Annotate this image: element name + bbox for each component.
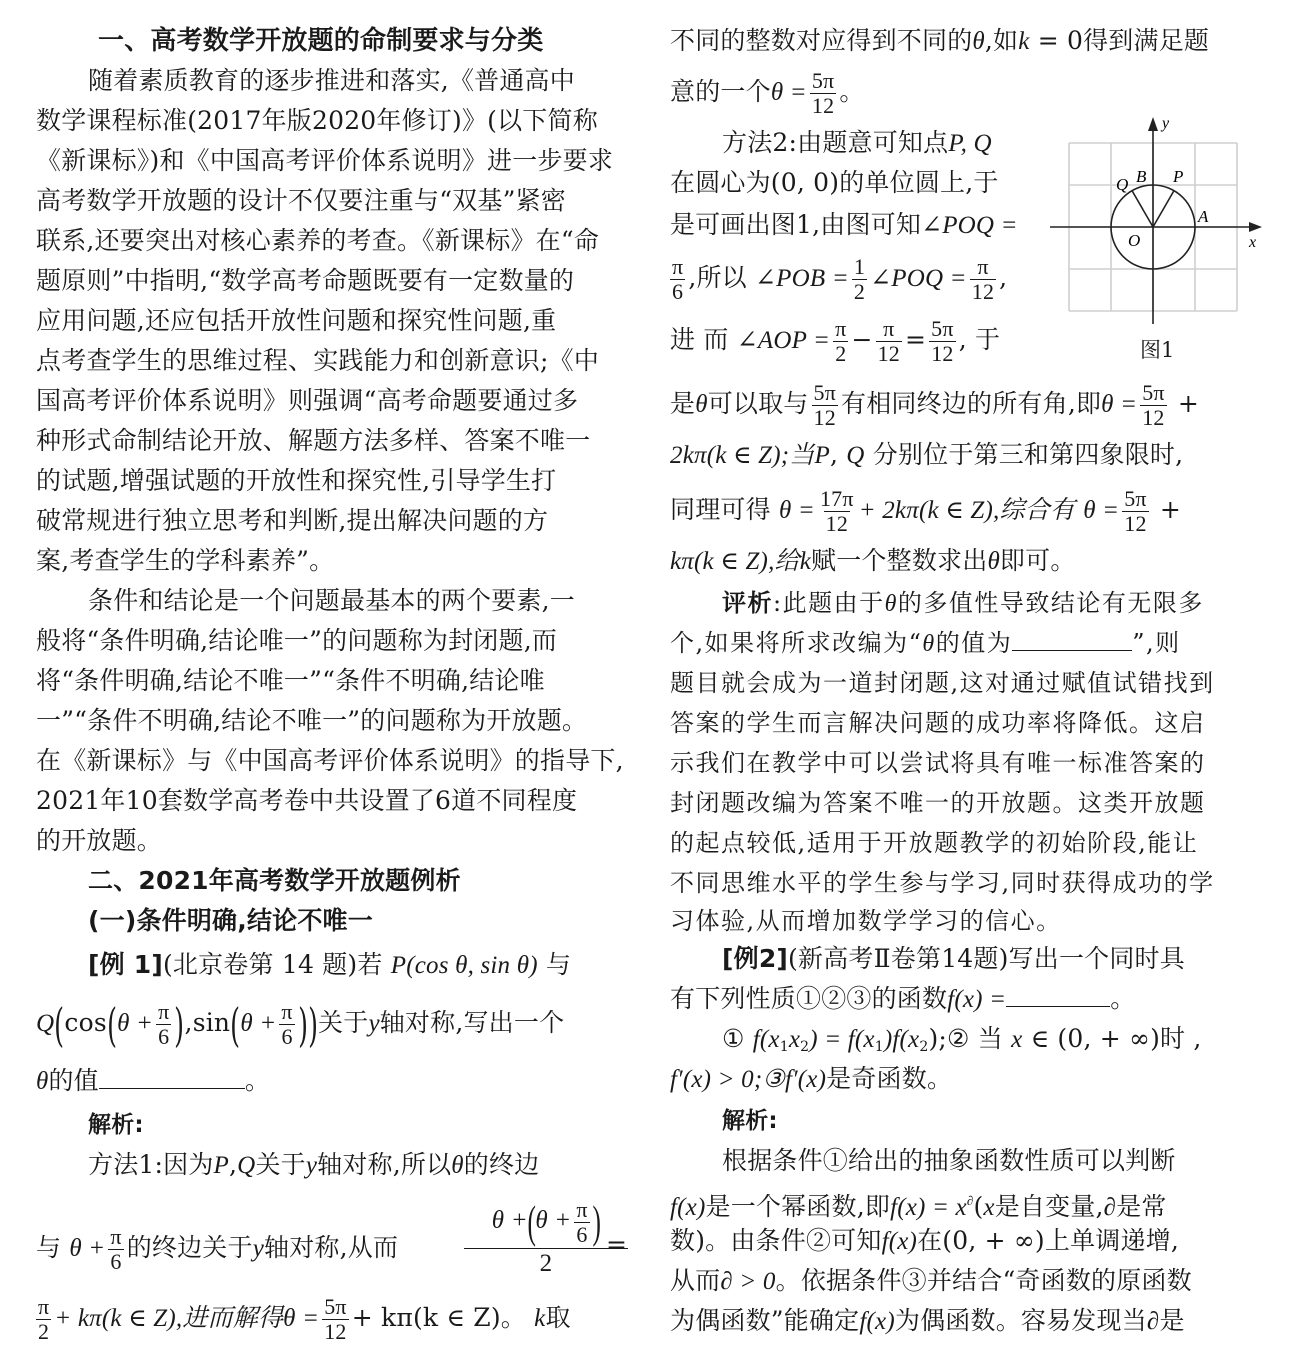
example1-label: [例 1] [88,950,163,979]
var: θ [695,391,708,418]
label-y: y [1162,115,1170,132]
para2-line: 条件和结论是一个问题最基本的两个要素,一 [88,586,575,615]
text: 有相同终边的所有角,即 [841,389,1102,418]
para1-line: 种形式命制结论开放、解题方法多样、答案不唯一 [36,426,591,455]
num: π [38,1294,50,1319]
text: 关于 [318,1008,369,1037]
var: ∠POQ = [870,265,967,292]
var: P, Q [948,130,992,157]
method2-line3 [670,210,1018,241]
den: 12 [971,279,995,304]
label-origin: O [1128,231,1141,250]
den: 6 [576,1221,588,1247]
text: ,所以 [688,263,747,292]
y-axis-arrow-icon [1148,117,1158,131]
var: Q [846,442,865,469]
text: 是 [1159,1306,1185,1335]
fraction-5pi-12 [322,1295,349,1344]
big-fraction [464,1194,628,1279]
example2-line4 [670,1064,952,1095]
den: 12 [1124,511,1147,536]
para2-line: 的开放题。 [36,826,163,855]
subscript: 2 [800,1039,810,1055]
example2-line1 [722,944,1185,974]
method1-line2-left [36,1225,398,1274]
text: 轴对称,从而 [264,1233,399,1262]
text: 与 [545,950,572,979]
theta-plus: θ + [117,1010,154,1037]
var: f(x) [859,1308,895,1335]
method2-line5 [670,312,1000,368]
text: 取 [545,1303,571,1332]
var: k [534,1305,546,1332]
num: 1 [853,254,866,279]
text: , 于 [958,325,1001,354]
text: + kπ(k ∈ Z),进而解得 [54,1305,284,1332]
num: π [835,316,847,341]
text: − [851,325,873,354]
den: 2 [835,341,847,366]
fraction-pi-2 [36,1295,51,1344]
var: y [252,1235,264,1262]
comment-line: 不同思维水平的学生参与学习,同时获得成功的学 [670,869,1215,897]
var: ∂ [1103,1194,1117,1221]
den: 6 [158,1024,170,1049]
fraction-pi-6 [156,1000,171,1049]
num: π [110,1224,122,1249]
text: 是奇函数。 [826,1064,953,1093]
var: ∠AOP = [736,327,831,354]
var: θ [922,631,936,657]
text: 为偶函数。容易发现当 [894,1306,1147,1335]
fraction-pi-6 [108,1225,123,1274]
comment-line: 示我们在教学中可以尝试将具有唯一标准答案的 [670,749,1206,777]
text: 进 而 [670,325,729,354]
text: 数)。由条件②可知 [670,1226,882,1255]
text: , [229,1150,238,1179]
text: 不同的整数对应得到不同的 [670,26,973,55]
fraction-pi-2 [833,317,848,366]
analysis2-line5 [670,1306,1185,1337]
var: k [1018,28,1030,55]
figure-caption: 图1 [1140,338,1175,362]
text: 与 [36,1233,62,1262]
para2-line: 在《新课标》与《中国高考评价体系说明》的指导下, [36,746,624,775]
text: 从而 [670,1266,721,1295]
analysis2-line4 [670,1266,1192,1297]
text: ① [722,1024,753,1053]
text: 。 [1110,984,1136,1013]
var: θ [451,1152,464,1179]
text: 在(0, + ∞)上单调递增, [917,1226,1180,1255]
paren: ( [527,1196,536,1248]
fraction-pi-6 [279,1000,294,1049]
text: 赋一个整数求出 [811,546,988,575]
fraction-1-2 [852,255,867,304]
num: 17π [819,486,854,511]
equals: = [606,1230,628,1259]
fraction-pi-6 [670,255,685,304]
analysis-label: 解析: [722,1108,778,1134]
para1-line: 题原则”中指明,“数学高考命题既要有一定数量的 [36,266,575,295]
big-fraction-den: 2 [464,1248,628,1279]
method2-line4 [670,250,1007,306]
para2-line: 一”“条件不明确,结论不唯一”的问题称为开放题。 [36,706,588,735]
text: 轴对称,所以 [317,1150,452,1179]
num: 5π [813,380,837,405]
den: 6 [672,279,684,304]
text: 。 [839,77,865,106]
method1-line3 [36,1290,571,1346]
var: θ + [491,1207,528,1234]
var: f′(x) > 0;③ [670,1066,785,1093]
answer-blank [1012,628,1132,651]
var: f(x) = x [890,1194,967,1221]
fraction-5pi-12 [929,317,956,366]
num: π [977,254,989,279]
method2-line8 [670,482,1181,538]
text: ,如 [984,26,1019,55]
num: π [883,316,895,341]
big-fraction-num [464,1194,628,1248]
superscript: ∂ [966,1193,974,1208]
theta-plus: θ + [240,1010,277,1037]
para1-line: 数学课程标准(2017年版2020年修订)》(以下简称 [36,106,598,135]
var: x [1011,1026,1023,1053]
comment-line: 答案的学生而言解决问题的成功率将降低。这启 [670,709,1206,737]
method2-line9 [670,546,1076,577]
text: 。 [244,1066,271,1095]
var: θ = [1083,497,1120,524]
text: (新高考Ⅱ卷第14题)写出一个同时具 [788,944,1185,973]
var: θ = [770,79,807,106]
text: 个,如果将所求改编为“ [670,629,923,657]
var: x [788,1026,801,1053]
text: 是可画出图1,由图可知 [670,210,922,239]
para1-line: 随着素质教育的逐步推进和落实,《普通高中 [88,66,575,95]
var: ∂ > 0 [720,1268,776,1295]
comment-line: 封闭题改编为答案不唯一的开放题。这类开放题 [670,789,1206,817]
comment-line: 的起点较低,适用于开放题教学的初始阶段,能让 [670,829,1199,857]
text: 是常 [1116,1192,1167,1221]
subscript: 1 [874,1039,884,1055]
text: 轴对称,写出一个 [379,1008,565,1037]
cos-text: cos [64,1008,107,1037]
paren: ) [592,1196,601,1248]
label-p: P [1173,167,1184,186]
text: 2kπ(k ∈ Z);当 [670,442,815,469]
num: 5π [1142,380,1165,405]
var-y: y [368,1010,380,1037]
paren: ( [106,997,117,1052]
var: θ + [535,1207,572,1234]
text: 同理可得 [670,495,771,524]
fraction-pi-12 [970,255,996,304]
sin-text: sin [192,1008,231,1037]
text: + [1177,389,1200,418]
point-q: Q [36,1010,55,1037]
text: 方法2:由题意可知点 [722,128,949,157]
text: , [999,263,1008,292]
example1-line2: Q(cos(θ + $\frac{\pi}{6}$ ),sin(θ + $\frac{\pi}{6}$ ))关于y轴对称,写出一个 [36,997,565,1052]
comment-label: 评析 [722,589,773,617]
text: 分别位于第三和第四象限时, [872,440,1184,469]
var: f(x) = [947,986,1007,1013]
section2-heading: 二、2021年高考数学开放题例析 [88,866,461,895]
den: 6 [110,1249,122,1274]
para1-line: 国高考评价体系说明》则强调“高考命题要通过多 [36,386,579,415]
right-line2 [670,64,865,120]
den: 12 [825,511,849,536]
para1-line: 应用问题,还应包括开放性问题和探究性问题,重 [36,306,557,335]
subscript: 2 [919,1039,929,1055]
var: θ [987,548,1000,575]
text: 意的一个 [670,77,771,106]
paren: ( [230,997,241,1052]
text: );② 当 [928,1024,1012,1053]
var-theta: θ [36,1068,49,1095]
analysis-label: 解析: [88,1112,144,1138]
example2-line2 [670,984,1135,1015]
method2-line6 [670,376,1199,432]
num: 5π [324,1294,347,1319]
var: ∠POQ = [921,212,1018,239]
fraction-pi-12 [876,317,902,366]
var: ) = f(x [809,1026,875,1053]
var: k [799,548,812,575]
method2-line2: 在圆心为(0, 0)的单位圆上,于 [670,168,999,197]
fraction-5pi-12 [812,381,839,430]
den: 12 [931,341,954,366]
text: 可以取与 [707,389,809,418]
para1-line: 点考查学生的思维过程、实践能力和创新意识;《中 [36,346,600,375]
label-x: x [1249,234,1257,251]
example1-line3 [36,1066,270,1097]
num: π [281,999,293,1024]
paren: ) [307,997,318,1052]
var: P [213,1152,230,1179]
text: 即可。 [999,546,1076,575]
var: θ = [283,1305,320,1332]
label-a: A [1198,207,1209,226]
text: 方法1:因为 [88,1150,214,1179]
comment-line: 习体验,从而增加数学学习的信心。 [670,907,1062,935]
label-b: B [1136,167,1147,186]
den: 12 [811,93,835,118]
para2-line: 般将“条件明确,结论唯一”的问题称为封闭题,而 [36,626,558,655]
text: 为偶函数”能确定 [670,1306,860,1335]
den: 6 [281,1024,293,1049]
comment-line: 题目就会成为一道封闭题,这对通过赋值试错找到 [670,669,1215,697]
right-line1 [670,26,1209,57]
fraction-17pi-12 [818,487,856,536]
para1-line: 《新课标》)和《中国高考评价体系说明》进一步要求 [36,146,614,175]
fraction-5pi-12 [1122,487,1149,536]
subscript: 1 [779,1039,789,1055]
var: Q [237,1152,256,1179]
text: 是 [670,389,696,418]
example1-line1 [88,950,571,981]
text: + [1159,495,1182,524]
text: 的终边 [463,1150,540,1179]
var: x [983,1194,995,1221]
analysis2-line3 [670,1226,1179,1257]
answer-blank [99,1066,245,1089]
label-q: Q [1116,175,1129,194]
den: 12 [813,405,836,430]
example2-label: [例2] [722,944,789,973]
text: 的值为 [935,629,1013,657]
num: 5π [931,316,954,341]
text: ( [973,1192,984,1221]
den: 12 [877,341,901,366]
para1-line: 案,考查学生的学科素养”。 [36,546,335,575]
var: )f(x [883,1026,920,1053]
text: 的多值性导致结论有无限多 [897,589,1204,617]
text: 的值 [48,1066,99,1095]
text: 是自变量, [994,1192,1104,1221]
ray-op [1153,191,1174,227]
text: 关于 [255,1150,306,1179]
para2-line: 将“条件明确,结论不唯一”“条件不明确,结论唯 [36,666,545,695]
var: θ = [778,497,815,524]
paren: ( [54,997,65,1052]
text: 的终边关于 [126,1233,253,1262]
text: 是一个幂函数,即 [705,1192,891,1221]
answer-blank [1006,984,1110,1007]
text: = [905,325,927,354]
text: :此题由于 [773,589,885,617]
text: 。依据条件③并结合“奇函数的原函数 [775,1266,1192,1295]
num: π [158,999,170,1024]
text: kπ(k ∈ Z),给 [670,548,800,575]
method2-line7: 2kπ(k ∈ Z);当P, Q 分别位于第三和第四象限时, [670,440,1184,469]
paren: ) [174,997,185,1052]
den: 12 [324,1319,347,1344]
var: ∠POB = [755,265,849,292]
point-p: P(cos θ, sin θ) [390,952,538,979]
para1-line: 高考数学开放题的设计不仅要注重与“双基”紧密 [36,186,566,215]
var: θ = [1101,391,1138,418]
text: ”,则 [1132,629,1181,657]
num: 5π [811,68,835,93]
den: 12 [1142,405,1165,430]
method1-line1 [88,1150,539,1181]
num: π [672,254,684,279]
example2-line3 [722,1024,1202,1062]
paren: ) [297,997,308,1052]
den: 2 [38,1319,50,1344]
fraction-5pi-12 [1140,381,1167,430]
var: P [814,442,830,469]
var: f(x) [670,1194,706,1221]
x-axis-arrow-icon [1249,222,1262,232]
analysis2-line1: 根据条件①给出的抽象函数性质可以判断 [722,1146,1176,1175]
fraction-pi-6 [574,1198,589,1247]
text: + kπ(k ∈ Z)。 [351,1303,527,1332]
para1-line: 的试题,增强试题的开放性和探究性,引导学生打 [36,466,557,495]
comment-line1 [722,588,1204,619]
figure-unit-circle [1048,112,1278,362]
comment-line2 [670,628,1181,659]
analysis2-line2 [670,1186,1167,1223]
var: θ + [69,1235,106,1262]
num: 5π [1124,486,1147,511]
section2-subheading: (一)条件明确,结论不唯一 [88,906,373,935]
num: π [576,1196,588,1222]
var: ∂ [1146,1308,1160,1335]
para1-line: 破常规进行独立思考和判断,提出解决问题的方 [36,506,549,535]
var: f′(x) [784,1066,827,1093]
var: f(x) [881,1228,918,1255]
unit-circle-diagram [1048,112,1278,362]
den: 2 [853,279,866,304]
fraction-5pi-12 [810,69,837,118]
para1-line: 联系,还要突出对核心素养的考查。《新课标》在“命 [36,226,600,255]
text: = 0得到满足题 [1037,26,1210,55]
method2-line1 [722,128,992,159]
var: θ [884,591,898,617]
example1-source: (北京卷第 14 题)若 [162,950,383,979]
para2-line: 2021年10套数学高考卷中共设置了6道不同程度 [36,786,578,815]
ray-oq [1132,191,1153,227]
var: θ [972,28,985,55]
text: 有下列性质①②③的函数 [670,984,948,1013]
text: ∈ (0, + ∞)时 , [1022,1024,1202,1053]
var: y [305,1152,318,1179]
section1-heading: 一、高考数学开放题的命制要求与分类 [98,26,544,56]
text: + 2kπ(k ∈ Z),综合有 [858,497,1076,524]
var: f(x [752,1026,780,1053]
